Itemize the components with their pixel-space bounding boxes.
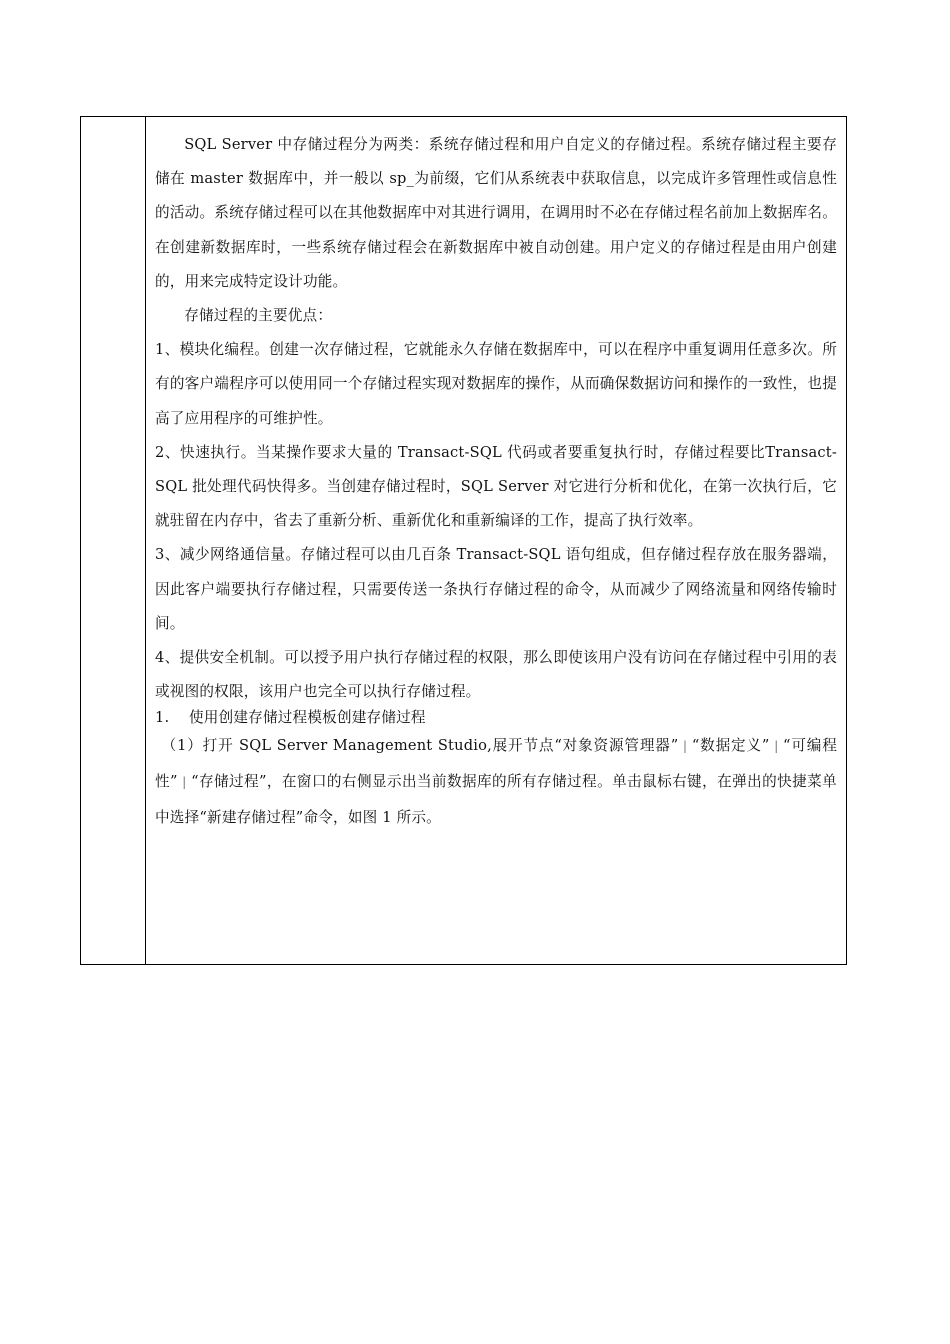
sub-step-part-2: “数据定义” (691, 737, 770, 755)
sub-step-paragraph (155, 728, 837, 836)
path-separator: | (180, 775, 189, 790)
step-heading (155, 705, 837, 730)
advantage-item-2: 2、快速执行。当某操作要求大量的 Transact-SQL 代码或者要重复执行时，存储过程要比Transact-SQL 批处理代码快得多。当创建存储过程时，SQL Server 对它进行分析和优化，在第一次执行后，它就驻留在内存中，省去了重新分析、重新优化和重新编译的工作，提高了执行效率。 (155, 443, 837, 530)
step-number: 1. (155, 709, 170, 727)
advantages-heading: 存储过程的主要优点： (184, 307, 333, 325)
step-title: 使用创建存储过程模板创建存储过程 (189, 709, 426, 727)
sub-step-part-1: （1）打开 SQL Server Management Studio,展开节点“对象资源管理器” (161, 737, 679, 755)
advantage-item-4: 4、提供安全机制。可以授予用户执行存储过程的权限，那么即使该用户没有访问在存储过程中引用的表或视图的权限，该用户也完全可以执行存储过程。 (155, 649, 837, 701)
sub-step-part-3: “可编程性” (155, 737, 838, 791)
advantage-item-1: 1、模块化编程。创建一次存储过程，它就能永久存储在数据库中，可以在程序中重复调用任意多次。所有的客户端程序可以使用同一个存储过程实现对数据库的操作，从而确保数据访问和操作的一致性，也提高了应用程序的可维护性。 (155, 341, 837, 427)
advantage-item-3: 3、减少网络通信量。存储过程可以由几百条 Transact-SQL 语句组成，但存储过程存放在服务器端，因此客户端要执行存储过程，只需要传送一条执行存储过程的命令，从而减少了网络流量和网络传输时间。 (155, 546, 837, 632)
content-table (80, 116, 847, 965)
table-left-cell (81, 117, 146, 964)
sub-step-part-4: “存储过程”，在窗口的右侧显示出当前数据库的所有存储过程。单击鼠标右键，在弹出的快捷菜单中选择“新建存储过程”命令，如图 1 所示。 (155, 773, 837, 827)
intro-paragraph: SQL Server 中存储过程分为两类：系统存储过程和用户自定义的存储过程。系统存储过程主要存储在 master 数据库中，并一般以 sp_为前缀，它们从系统表中获取信息，以完成许多管理性或信息性的活动。系统存储过程可以在其他数据库中对其进行调用，在调用时不必在存储过程名前加上数据库名。在创建新数据库时，一些系统存储过程会在新数据库中被自动创建。用户定义的存储过程是由用户创建的，用来完成特定设计功能。 (155, 136, 837, 290)
path-separator: | (772, 739, 781, 754)
path-separator: | (681, 739, 689, 754)
table-content-cell (146, 117, 846, 964)
